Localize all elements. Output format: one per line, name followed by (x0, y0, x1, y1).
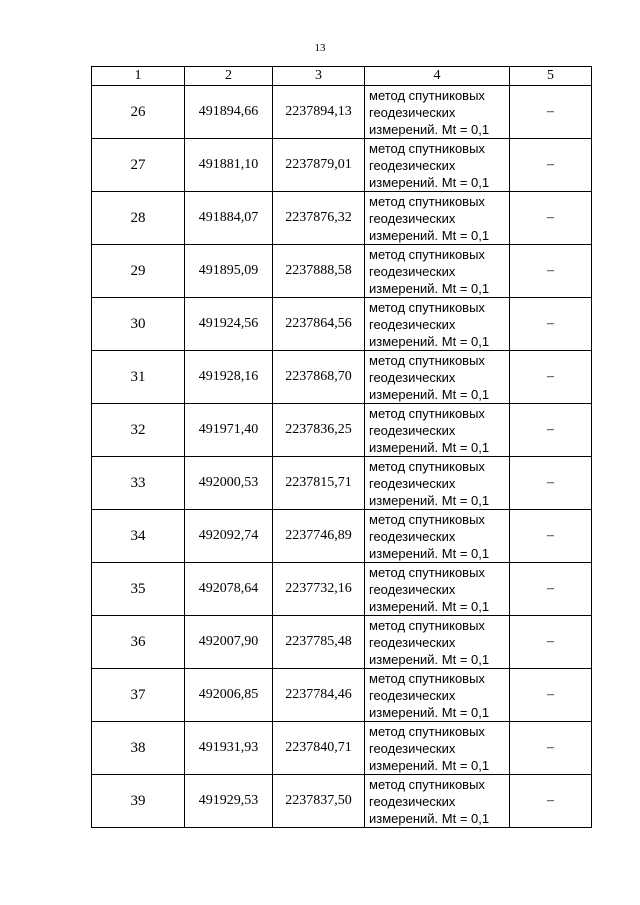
point-number-cell: 27 (92, 139, 185, 192)
x-coordinate-cell: 491971,40 (185, 404, 273, 457)
note-cell: – (510, 139, 592, 192)
method-cell: метод спутниковых геодезических измерений. Mt = 0,1 (365, 510, 510, 563)
y-coordinate-cell: 2237894,13 (273, 86, 365, 139)
y-coordinate-cell: 2237837,50 (273, 775, 365, 828)
point-number-cell: 31 (92, 351, 185, 404)
table-row (92, 139, 592, 192)
table-row (92, 457, 592, 510)
method-cell: метод спутниковых геодезических измерений. Mt = 0,1 (365, 192, 510, 245)
y-coordinate-cell: 2237785,48 (273, 616, 365, 669)
note-cell: – (510, 245, 592, 298)
note-cell: – (510, 86, 592, 139)
y-coordinate-cell: 2237864,56 (273, 298, 365, 351)
x-coordinate-cell: 491924,56 (185, 298, 273, 351)
method-cell: метод спутниковых геодезических измерений. Mt = 0,1 (365, 563, 510, 616)
x-coordinate-cell: 492078,64 (185, 563, 273, 616)
table-row (92, 775, 592, 828)
note-cell: – (510, 351, 592, 404)
y-coordinate-cell: 2237746,89 (273, 510, 365, 563)
note-cell: – (510, 775, 592, 828)
point-number-cell: 32 (92, 404, 185, 457)
note-cell: – (510, 669, 592, 722)
table-row (92, 192, 592, 245)
column-header: 4 (365, 67, 510, 86)
table-row (92, 510, 592, 563)
table-row (92, 86, 592, 139)
table-header-row (92, 67, 592, 86)
column-header: 1 (92, 67, 185, 86)
method-cell: метод спутниковых геодезических измерений. Mt = 0,1 (365, 722, 510, 775)
y-coordinate-cell: 2237876,32 (273, 192, 365, 245)
point-number-cell: 35 (92, 563, 185, 616)
x-coordinate-cell: 491884,07 (185, 192, 273, 245)
x-coordinate-cell: 491881,10 (185, 139, 273, 192)
note-cell: – (510, 298, 592, 351)
point-number-cell: 29 (92, 245, 185, 298)
note-cell: – (510, 563, 592, 616)
point-number-cell: 30 (92, 298, 185, 351)
x-coordinate-cell: 491928,16 (185, 351, 273, 404)
method-cell: метод спутниковых геодезических измерений. Mt = 0,1 (365, 669, 510, 722)
page-number: 13 (314, 42, 326, 54)
x-coordinate-cell: 492000,53 (185, 457, 273, 510)
note-cell: – (510, 510, 592, 563)
column-header: 2 (185, 67, 273, 86)
table-row (92, 616, 592, 669)
table-row (92, 245, 592, 298)
y-coordinate-cell: 2237840,71 (273, 722, 365, 775)
x-coordinate-cell: 492006,85 (185, 669, 273, 722)
y-coordinate-cell: 2237815,71 (273, 457, 365, 510)
note-cell: – (510, 192, 592, 245)
y-coordinate-cell: 2237879,01 (273, 139, 365, 192)
note-cell: – (510, 722, 592, 775)
method-cell: метод спутниковых геодезических измерений. Mt = 0,1 (365, 457, 510, 510)
y-coordinate-cell: 2237836,25 (273, 404, 365, 457)
table-row (92, 298, 592, 351)
method-cell: метод спутниковых геодезических измерений. Mt = 0,1 (365, 298, 510, 351)
x-coordinate-cell: 491895,09 (185, 245, 273, 298)
table-row (92, 722, 592, 775)
column-header: 3 (273, 67, 365, 86)
note-cell: – (510, 616, 592, 669)
x-coordinate-cell: 492092,74 (185, 510, 273, 563)
x-coordinate-cell: 491929,53 (185, 775, 273, 828)
point-number-cell: 28 (92, 192, 185, 245)
point-number-cell: 34 (92, 510, 185, 563)
table-row (92, 404, 592, 457)
note-cell: – (510, 457, 592, 510)
method-cell: метод спутниковых геодезических измерений. Mt = 0,1 (365, 404, 510, 457)
method-cell: метод спутниковых геодезических измерений. Mt = 0,1 (365, 775, 510, 828)
x-coordinate-cell: 491894,66 (185, 86, 273, 139)
table-row (92, 563, 592, 616)
method-cell: метод спутниковых геодезических измерений. Mt = 0,1 (365, 139, 510, 192)
coordinates-table (91, 66, 592, 828)
column-header: 5 (510, 67, 592, 86)
point-number-cell: 36 (92, 616, 185, 669)
point-number-cell: 26 (92, 86, 185, 139)
x-coordinate-cell: 492007,90 (185, 616, 273, 669)
note-cell: – (510, 404, 592, 457)
point-number-cell: 33 (92, 457, 185, 510)
method-cell: метод спутниковых геодезических измерений. Mt = 0,1 (365, 86, 510, 139)
table-row (92, 351, 592, 404)
point-number-cell: 37 (92, 669, 185, 722)
x-coordinate-cell: 491931,93 (185, 722, 273, 775)
y-coordinate-cell: 2237888,58 (273, 245, 365, 298)
method-cell: метод спутниковых геодезических измерений. Mt = 0,1 (365, 245, 510, 298)
method-cell: метод спутниковых геодезических измерений. Mt = 0,1 (365, 351, 510, 404)
table-row (92, 669, 592, 722)
point-number-cell: 39 (92, 775, 185, 828)
y-coordinate-cell: 2237868,70 (273, 351, 365, 404)
y-coordinate-cell: 2237732,16 (273, 563, 365, 616)
y-coordinate-cell: 2237784,46 (273, 669, 365, 722)
point-number-cell: 38 (92, 722, 185, 775)
method-cell: метод спутниковых геодезических измерений. Mt = 0,1 (365, 616, 510, 669)
